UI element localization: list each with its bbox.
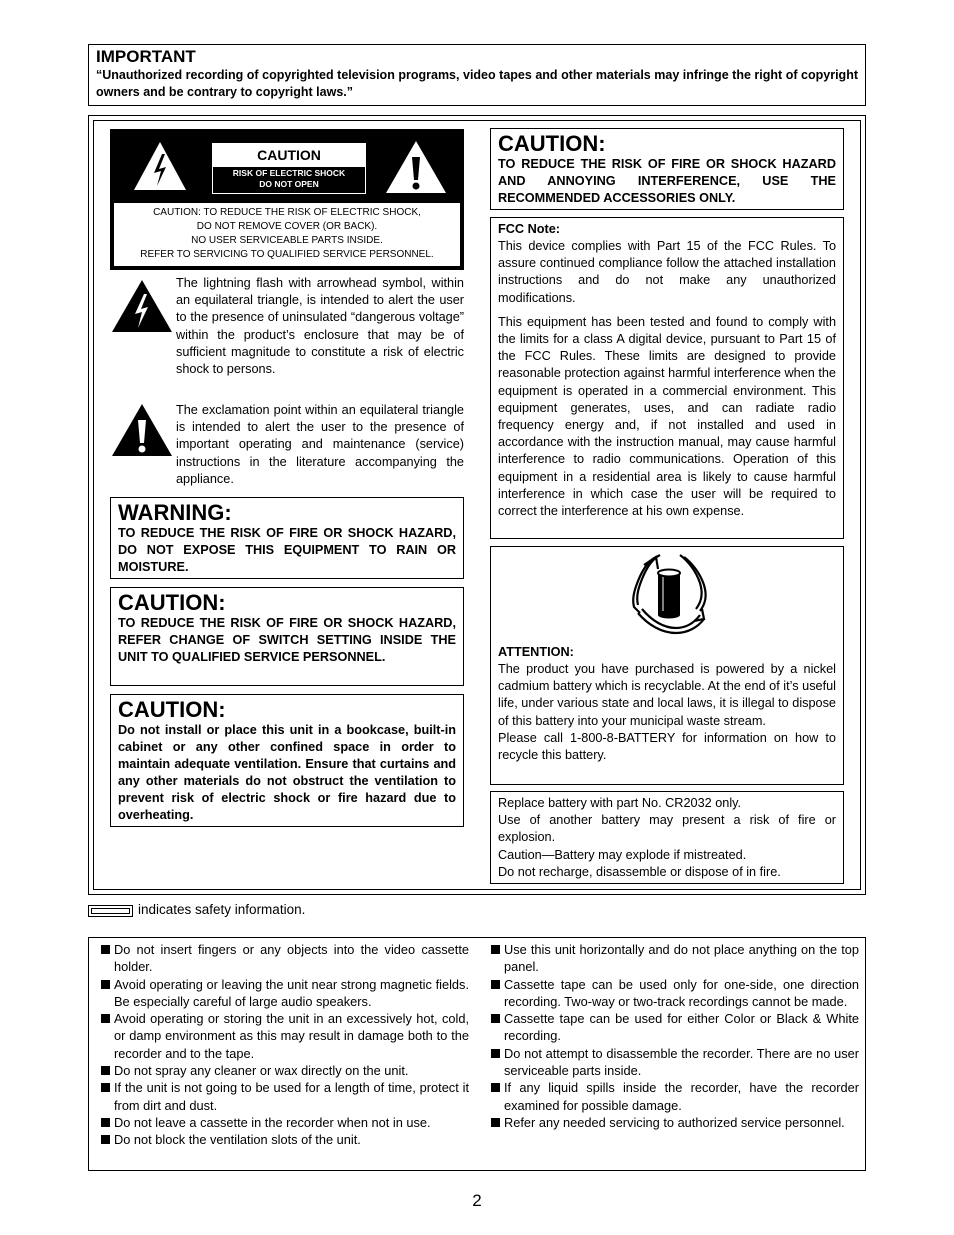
warning-heading: WARNING: <box>118 500 232 525</box>
list-item: Do not insert fingers or any objects into the video cassette holder. <box>99 941 469 976</box>
lightning-triangle-icon <box>132 140 188 192</box>
list-item: If any liquid spills inside the recorder, have the recorder examined for possible damage. <box>489 1079 859 1114</box>
important-notice <box>88 44 866 106</box>
important-heading: IMPORTANT <box>96 47 196 66</box>
battery-recycling-box <box>490 546 844 785</box>
caution-caption-subtitle <box>213 168 365 190</box>
caution-accessories-heading: CAUTION: <box>498 131 606 156</box>
caution-subtitle-line: RISK OF ELECTRIC SHOCK <box>232 168 346 178</box>
battery-recycle-icon <box>628 551 710 637</box>
warning-box <box>110 497 464 579</box>
list-item: Use this unit horizontally and do not place anything on the top panel. <box>489 941 859 976</box>
fcc-note-paragraph: This equipment has been tested and found to comply with the limits for a class A digital device, pursuant to Part 15 of the FCC Rules. These limits are designed to provide reasonable protection against harmful interference when the equipment is operated in a commercial environment. This equipment generates, uses, and can radiate radio frequency energy and, if not installed and used in accordance with the instruction manual, may cause harmful interference to radio communications. Operation of this equipment in a residential area is likely to cause harmful interference in which case the user will be required to correct the interference at his own expense. <box>498 314 836 519</box>
attention-text: The product you have purchased is powered by a nickel cadmium battery which is recyclable. At the end of it’s useful life, under various state and local laws, it is illegal to dispose of this battery into your municipal waste stream. <box>498 662 836 728</box>
lightning-symbol-description: The lightning flash with arrowhead symbol, within an equilateral triangle, is intended to alert the user to the presence of uninsulated “dangerous voltage” within the product’s enclosure that may be of sufficient magnitude to constitute a risk of electric shock to persons. <box>176 276 464 377</box>
caution-caption <box>212 143 366 194</box>
safety-legend-text: indicates safety information. <box>138 902 306 917</box>
caution-subtitle-line: DO NOT OPEN <box>259 179 319 189</box>
fcc-note-paragraph: This device complies with Part 15 of the FCC Rules. To assure continued compliance follow the attached installation instructions and do not make any unauthorized modifications. <box>498 239 836 305</box>
list-item: Refer any needed servicing to authorized service personnel. <box>489 1114 859 1131</box>
caution-label-header <box>114 133 460 203</box>
caution-label <box>110 129 464 270</box>
attention-text: Please call 1-800-8-BATTERY for information on how to recycle this battery. <box>498 730 836 763</box>
caution-switch-text: TO REDUCE THE RISK OF FIRE OR SHOCK HAZARD, REFER CHANGE OF SWITCH SETTING INSIDE THE UNIT TO QUALIFIED SERVICE PERSONNEL. <box>118 616 456 665</box>
battery-line: Replace battery with part No. CR2032 only. <box>498 796 742 810</box>
exclamation-symbol-description: The exclamation point within an equilateral triangle is intended to alert the user to the presence of important operating and maintenance (service) instructions in the literature accompanying the appliance. <box>176 403 464 486</box>
caution-ventilation-heading: CAUTION: <box>118 697 226 722</box>
caution-switch-heading: CAUTION: <box>118 590 226 615</box>
list-item: Cassette tape can be used only for one-side, one direction recording. Two-way or two-track recordings cannot be made. <box>489 976 859 1011</box>
caution-label-line: REFER TO SERVICING TO QUALIFIED SERVICE PERSONNEL. <box>140 249 434 260</box>
warning-text: TO REDUCE THE RISK OF FIRE OR SHOCK HAZARD, DO NOT EXPOSE THIS EQUIPMENT TO RAIN OR MOISTURE. <box>118 526 456 575</box>
page-number: 2 <box>472 1191 482 1210</box>
caution-label-line: CAUTION: TO REDUCE THE RISK OF ELECTRIC SHOCK, <box>153 207 421 218</box>
attention-content <box>498 644 836 764</box>
caution-label-text <box>114 203 460 266</box>
battery-line: Caution—Battery may explode if mistreated. <box>498 847 747 862</box>
battery-line: Use of another battery may present a risk of fire or explosion. <box>498 813 836 845</box>
lightning-warning-icon <box>111 279 173 333</box>
precautions-right-list <box>489 941 859 1131</box>
list-item: Avoid operating or storing the unit in an excessively hot, cold, or damp environment as this may result in damage both to the recorder and to the tape. <box>99 1010 469 1062</box>
caution-accessories-box <box>490 128 844 210</box>
list-item: Do not attempt to disassemble the recorder. There are no user serviceable parts inside. <box>489 1045 859 1080</box>
list-item: If the unit is not going to be used for a length of time, protect it from dirt and dust. <box>99 1079 469 1114</box>
list-item: Do not leave a cassette in the recorder when not in use. <box>99 1114 469 1131</box>
exclamation-warning-icon <box>111 403 173 457</box>
caution-ventilation-box <box>110 694 464 827</box>
exclamation-triangle-icon <box>384 139 448 195</box>
caution-label-line: DO NOT REMOVE COVER (OR BACK). <box>196 221 378 232</box>
list-item: Cassette tape can be used for either Color or Black & White recording. <box>489 1010 859 1045</box>
battery-replacement-box <box>490 791 844 884</box>
fcc-note-box <box>490 217 844 539</box>
caution-label-line: NO USER SERVICEABLE PARTS INSIDE. <box>191 235 383 246</box>
caution-switch-box <box>110 587 464 686</box>
fcc-note-heading: FCC Note: <box>498 222 561 236</box>
caution-caption-title: CAUTION <box>213 144 365 167</box>
list-item: Do not spray any cleaner or wax directly on the unit. <box>99 1062 469 1079</box>
battery-line: Do not recharge, disassemble or dispose of in fire. <box>498 864 781 879</box>
precautions-box <box>88 937 866 1171</box>
important-text: “Unauthorized recording of copyrighted television programs, video tapes and other materials may infringe the right of copyright owners and be contrary to copyright laws.” <box>96 68 858 99</box>
list-item: Avoid operating or leaving the unit near strong magnetic fields. Be especially careful of large audio speakers. <box>99 976 469 1011</box>
attention-heading: ATTENTION: <box>498 645 574 659</box>
precautions-left-list <box>99 941 469 1149</box>
safety-legend-swatch <box>88 905 133 917</box>
list-item: Do not block the ventilation slots of the unit. <box>99 1131 469 1148</box>
caution-accessories-text: TO REDUCE THE RISK OF FIRE OR SHOCK HAZARD AND ANNOYING INTERFERENCE, USE THE RECOMMENDED ACCESSORIES ONLY. <box>498 157 836 206</box>
caution-ventilation-text: Do not install or place this unit in a bookcase, built-in cabinet or any other confined space in order to maintain adequate ventilation. Ensure that curtains and any other materials do not obstruct the ventilation to prevent risk of electric shock or fire hazard due to overheating. <box>118 723 456 823</box>
